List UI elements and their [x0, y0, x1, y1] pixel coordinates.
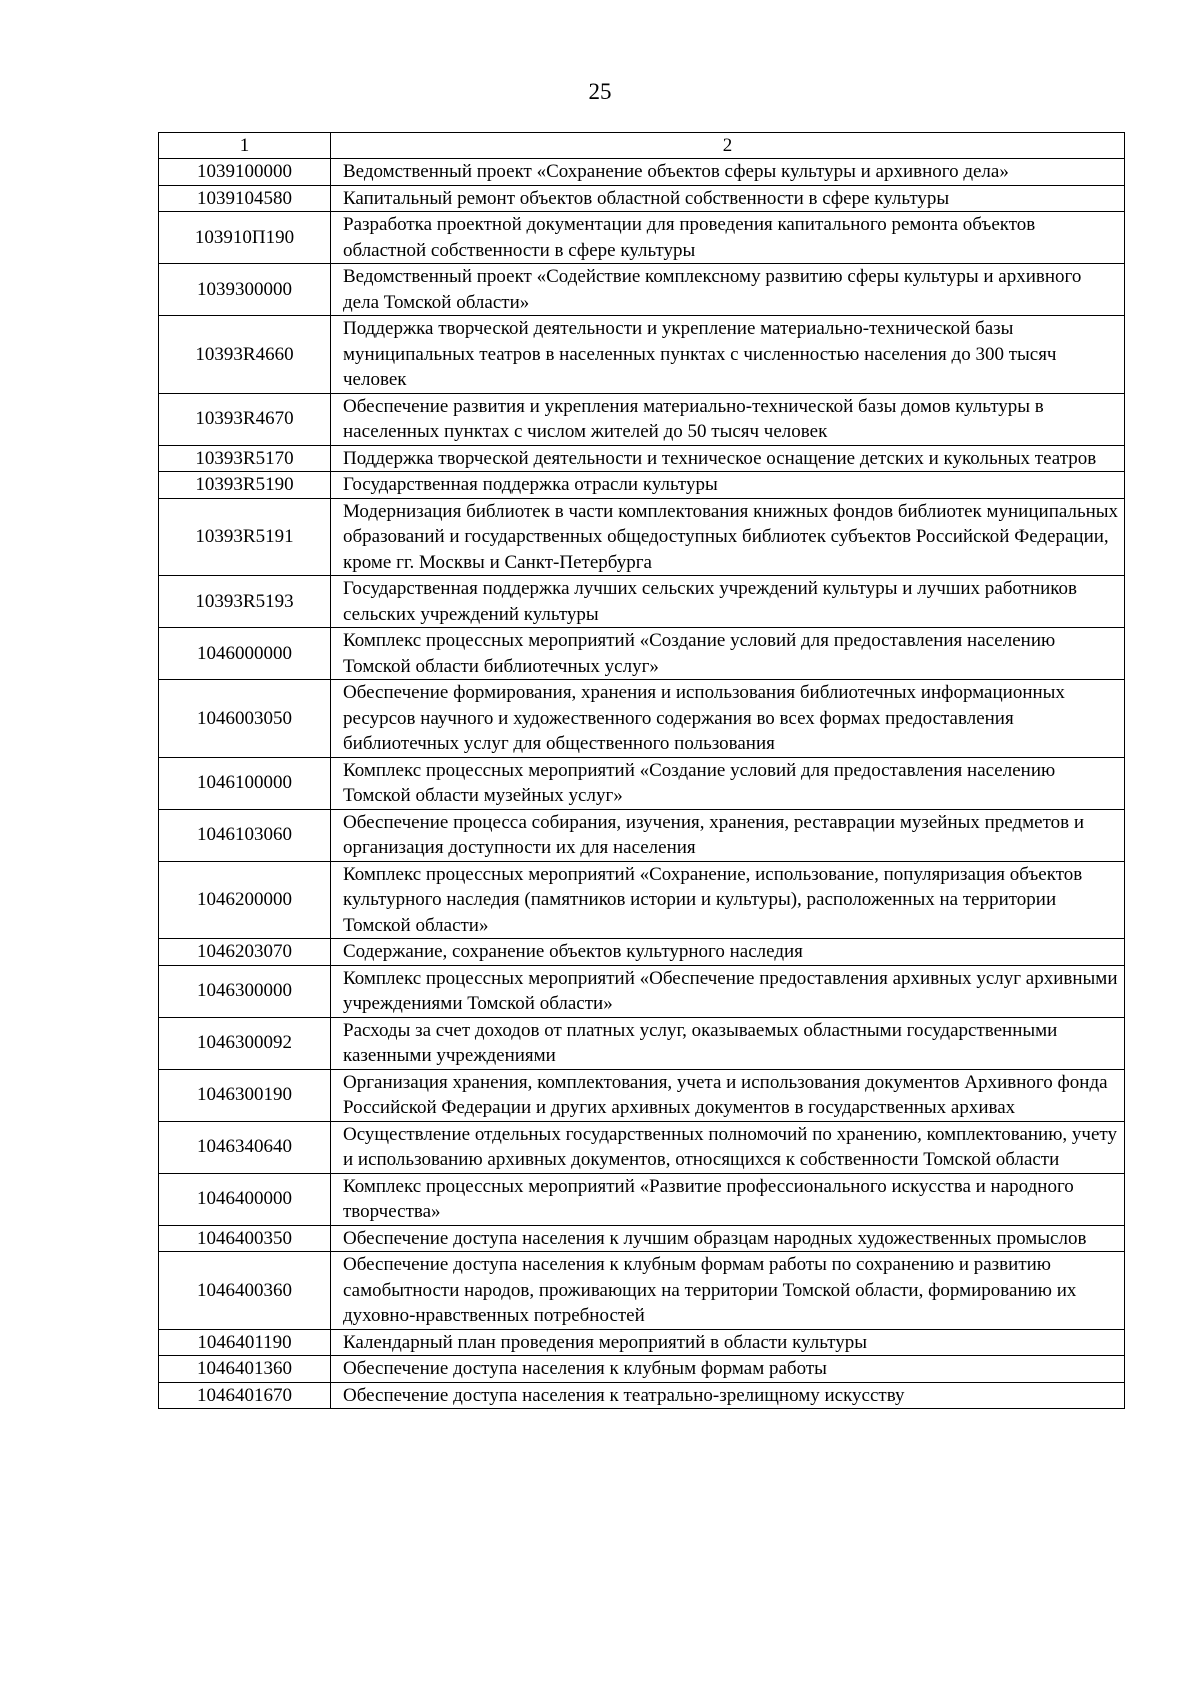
row-code: 10393R4670: [159, 393, 331, 445]
row-code: 1039300000: [159, 264, 331, 316]
row-name: Осуществление отдельных государственных полномочий по хранению, комплектованию, учету и использованию архивных документов, относящихся к собственности Томской области: [331, 1121, 1125, 1173]
row-name: Обеспечение формирования, хранения и использования библиотечных информационных ресурсов научного и художественного содержания во всех формах предоставления библиотечных услуг для общественного пользования: [331, 680, 1125, 758]
row-code: 10393R5193: [159, 576, 331, 628]
row-name: Государственная поддержка лучших сельских учреждений культуры и лучших работников сельских учреждений культуры: [331, 576, 1125, 628]
table-row: [159, 576, 1125, 628]
table-row: [159, 498, 1125, 576]
row-name: Обеспечение процесса собирания, изучения, хранения, реставрации музейных предметов и организация доступности их для населения: [331, 809, 1125, 861]
table-row: [159, 393, 1125, 445]
row-name: Комплекс процессных мероприятий «Сохранение, использование, популяризация объектов культурного наследия (памятников истории и культуры), расположенных на территории Томской области»: [331, 861, 1125, 939]
table-row: [159, 316, 1125, 394]
row-code: 1046000000: [159, 628, 331, 680]
row-name: Комплекс процессных мероприятий «Развитие профессионального искусства и народного творчества»: [331, 1173, 1125, 1225]
row-code: 10393R4660: [159, 316, 331, 394]
table-row: [159, 1069, 1125, 1121]
row-code: 1046401360: [159, 1356, 331, 1383]
row-name: Поддержка творческой деятельности и техническое оснащение детских и кукольных театров: [331, 445, 1125, 472]
row-name: Календарный план проведения мероприятий в области культуры: [331, 1329, 1125, 1356]
table-row: [159, 809, 1125, 861]
row-code: 1046300092: [159, 1017, 331, 1069]
row-name: Разработка проектной документации для проведения капитального ремонта объектов областной собственности в сфере культуры: [331, 212, 1125, 264]
row-name: Ведомственный проект «Сохранение объектов сферы культуры и архивного дела»: [331, 159, 1125, 186]
row-code: 1046203070: [159, 939, 331, 966]
table-row: [159, 680, 1125, 758]
row-code: 103910П190: [159, 212, 331, 264]
table-row: [159, 1121, 1125, 1173]
row-name: Обеспечение доступа населения к клубным формам работы: [331, 1356, 1125, 1383]
table-row: [159, 264, 1125, 316]
row-code: 1046200000: [159, 861, 331, 939]
row-name: Ведомственный проект «Содействие комплексному развитию сферы культуры и архивного дела Томской области»: [331, 264, 1125, 316]
row-name: Обеспечение доступа населения к клубным формам работы по сохранению и развитию самобытности народов, проживающих на территории Томской области, формированию их духовно-нравственных потребностей: [331, 1252, 1125, 1330]
row-code: 1046401190: [159, 1329, 331, 1356]
row-name: Комплекс процессных мероприятий «Обеспечение предоставления архивных услуг архивными учреждениями Томской области»: [331, 965, 1125, 1017]
row-code: 1046400350: [159, 1225, 331, 1252]
column-header-code: 1: [159, 133, 331, 159]
table-row: [159, 159, 1125, 186]
table-row: [159, 939, 1125, 966]
page-number: 25: [588, 79, 612, 104]
row-code: 1039104580: [159, 185, 331, 212]
row-code: 10393R5190: [159, 472, 331, 499]
row-name: Поддержка творческой деятельности и укрепление материально-технической базы муниципальных театров в населенных пунктах с численностью населения до 300 тысяч человек: [331, 316, 1125, 394]
table-header-row: [159, 133, 1125, 159]
row-code: 1046400360: [159, 1252, 331, 1330]
row-code: 1046300190: [159, 1069, 331, 1121]
row-name: Обеспечение развития и укрепления материально-технической базы домов культуры в населенных пунктах с числом жителей до 50 тысяч человек: [331, 393, 1125, 445]
table-row: [159, 185, 1125, 212]
row-name: Расходы за счет доходов от платных услуг, оказываемых областными государственными казенными учреждениями: [331, 1017, 1125, 1069]
table-row: [159, 757, 1125, 809]
row-name: Модернизация библиотек в части комплектования книжных фондов библиотек муниципальных образований и государственных общедоступных библиотек субъектов Российской Федерации, кроме гг. Москвы и Санкт-Петербурга: [331, 498, 1125, 576]
table-row: [159, 1225, 1125, 1252]
row-name: Комплекс процессных мероприятий «Создание условий для предоставления населению Томской области музейных услуг»: [331, 757, 1125, 809]
row-name: Капитальный ремонт объектов областной собственности в сфере культуры: [331, 185, 1125, 212]
table-row: [159, 965, 1125, 1017]
row-name: Организация хранения, комплектования, учета и использования документов Архивного фонда Российской Федерации и других архивных документов в государственных архивах: [331, 1069, 1125, 1121]
row-name: Обеспечение доступа населения к театрально-зрелищному искусству: [331, 1382, 1125, 1409]
row-code: 1046401670: [159, 1382, 331, 1409]
table-row: [159, 861, 1125, 939]
row-name: Содержание, сохранение объектов культурного наследия: [331, 939, 1125, 966]
row-name: Комплекс процессных мероприятий «Создание условий для предоставления населению Томской области библиотечных услуг»: [331, 628, 1125, 680]
row-code: 1046100000: [159, 757, 331, 809]
table-row: [159, 628, 1125, 680]
budget-code-table: [158, 132, 1125, 1409]
table-body: [159, 159, 1125, 1409]
row-code: 1046300000: [159, 965, 331, 1017]
row-code: 10393R5170: [159, 445, 331, 472]
table-row: [159, 212, 1125, 264]
table-row: [159, 445, 1125, 472]
row-code: 10393R5191: [159, 498, 331, 576]
row-code: 1046340640: [159, 1121, 331, 1173]
table-row: [159, 1382, 1125, 1409]
table-row: [159, 1017, 1125, 1069]
column-header-name: 2: [331, 133, 1125, 159]
table-row: [159, 1329, 1125, 1356]
row-code: 1046400000: [159, 1173, 331, 1225]
row-code: 1046003050: [159, 680, 331, 758]
table-row: [159, 1252, 1125, 1330]
table-row: [159, 1173, 1125, 1225]
row-name: Государственная поддержка отрасли культуры: [331, 472, 1125, 499]
row-code: 1039100000: [159, 159, 331, 186]
table-row: [159, 472, 1125, 499]
row-code: 1046103060: [159, 809, 331, 861]
row-name: Обеспечение доступа населения к лучшим образцам народных художественных промыслов: [331, 1225, 1125, 1252]
table-row: [159, 1356, 1125, 1383]
